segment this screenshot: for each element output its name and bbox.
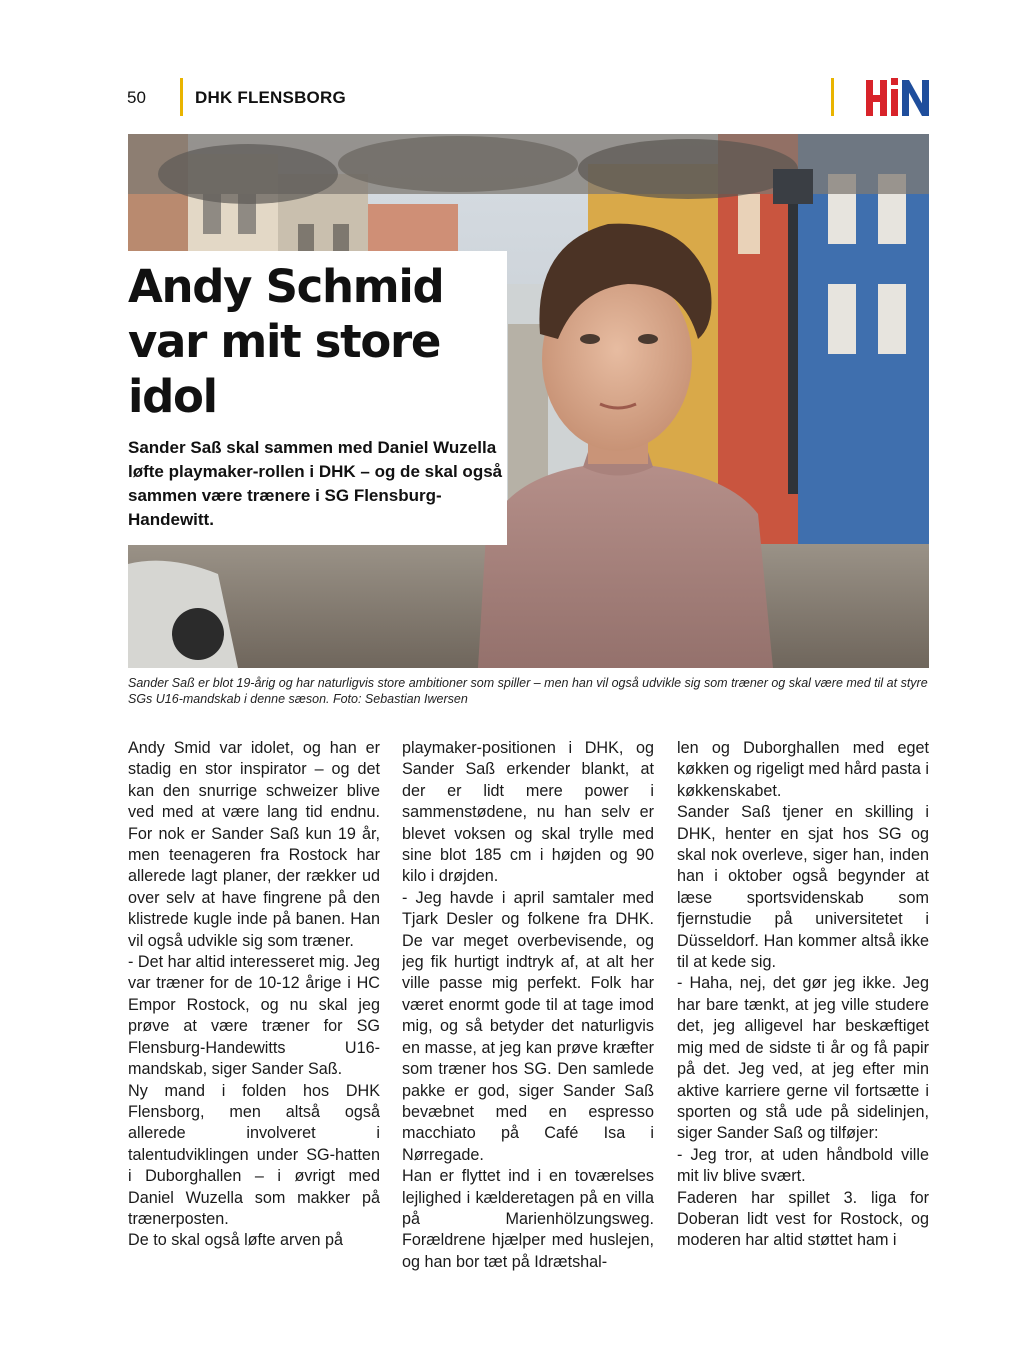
paragraph: - Det har altid interesseret mig. Jeg var træner for de 10-12 årige i HC Empor Rostock, og nu skal jeg prøve at være træner for SG Flensburg-Handewitts U16-mandskab, siger Sander Saß. [128, 953, 380, 1079]
paragraph: Faderen har spillet 3. liga for Doberan lidt vest for Rostock, og moderen har altid støttet ham i [677, 1188, 929, 1250]
page-header [0, 78, 1017, 118]
paragraph: - Jeg havde i april samtaler med Tjark Desler og folkene fra DHK. De var meget overbevisende, og jeg fik hurtigt indtryk af, at alt her ville passe mig perfekt. Folk har været enormt gode til at tage imod mig, og så betyder det naturligvis en masse, at jeg kan prøve kræfter som træner hos SG. Den samlede pakke er god, siger Sander Saß bevæbnet med en espresso macchiato på Café Isa i Nørregade. [402, 888, 654, 1164]
paragraph: - Haha, nej, det gør jeg ikke. Jeg har bare tænkt, at jeg ville studere det, jeg alligevel har beskæftiget mig med de sidste ti år og få papir på det. Jeg ved, at jeg efter min aktive karriere gerne vil fortsætte i sporten og stå ude på sidelinjen, siger Sander Saß og tilføjer: [677, 974, 929, 1143]
headline-box [128, 251, 507, 545]
article-headline: Andy Schmid var mit store idol [128, 260, 444, 423]
article-lede: Sander Saß skal sammen med Daniel Wuzella løfte playmaker-rollen i DHK – og de skal også sammen være trænere i SG Flensburg-Handewitt. [128, 438, 503, 529]
paragraph: Ny mand i folden hos DHK Flensborg, men altså også allerede involveret i talentudviklingen under SG-hatten i Duborghallen – i øvrigt med Daniel Wuzella som makker på trænerposten. [128, 1081, 380, 1228]
page-number: 50 [127, 88, 146, 107]
hin-logo [866, 78, 929, 118]
paragraph: len og Duborghallen med eget køkken og rigeligt med hård pasta i køkkenskabet. [677, 739, 929, 800]
header-divider-right [831, 78, 834, 116]
text-column-2 [402, 738, 654, 1278]
header-divider-left [180, 78, 183, 116]
paragraph: Han er flyttet ind i en toværelses lejlighed i kælderetagen på en villa på Marienhölzungsweg. Forældrene hjælper med huslejen, og han bor tæt på Idrætshal- [402, 1167, 654, 1271]
text-column-1 [128, 738, 380, 1278]
photo-caption: Sander Saß er blot 19-årig og har naturligvis store ambitioner som spiller – men han vil også udvikle sig som træner og skal være med til at styre SGs U16-mandskab i denne sæson. Foto: Sebastian Iwersen [128, 676, 928, 706]
paragraph: De to skal også løfte arven på [128, 1231, 344, 1250]
paragraph: Sander Saß tjener en skilling i DHK, henter en sjat hos SG og skal nok overleve, siger han, inden han i oktober også begynder at læse sportsvidenskab som fjernstudie på universitetet i Düsseldorf. Han kommer altså ikke til at kede sig. [677, 803, 929, 972]
paragraph: playmaker-positionen i DHK, og Sander Saß erkender blankt, at der er lidt mere power i sammenstødene, nu han selv er blevet voksen og skal trylle med sine blot 185 cm i højden og 90 kilo i drøjden. [402, 739, 654, 886]
section-title: DHK FLENSBORG [195, 88, 346, 107]
paragraph: Andy Smid var idolet, og han er stadig en stor inspirator – og det kan den snurrige schweizer blive ved med at være lang tid endnu. For nok er Sander Saß kun 19 år, men teenageren fra Rostock har allerede lagt planer, der rækker ud over selv at have fingrene på den klistrede kugle inde på banen. Han vil også udvikle sig som træner. [128, 739, 380, 950]
text-column-3 [677, 738, 929, 1278]
paragraph: - Jeg tror, at uden håndbold ville mit liv blive svært. [677, 1145, 929, 1186]
